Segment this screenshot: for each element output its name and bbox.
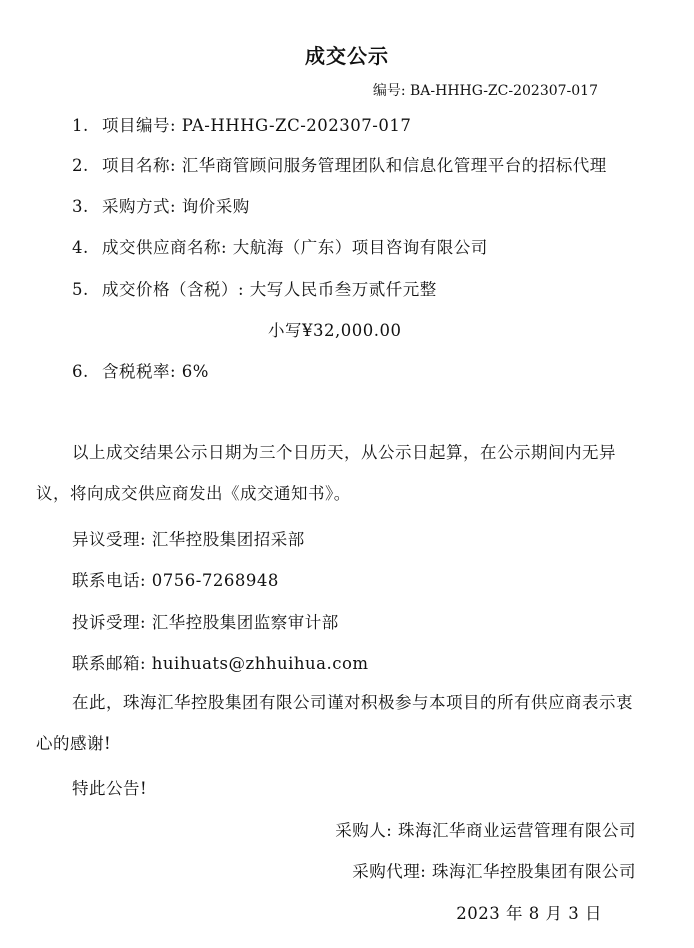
item-number: 4. [72, 238, 89, 257]
item-number: 2. [72, 156, 89, 175]
item-text: 采购方式: 询价采购 [102, 197, 250, 216]
document-date: 2023 年 8 月 3 日 [456, 904, 602, 923]
notice-paragraph: 以上成交结果公示日期为三个日历天，从公示日起算，在公示期间内无异议，将向成交供应商发出《成交通知书》。 [36, 443, 616, 503]
item-2 [72, 152, 607, 176]
item-number: 6. [72, 362, 89, 381]
item-text: 含税税率: 6% [102, 362, 209, 381]
page-title: 成交公示 [305, 44, 389, 68]
item-text: 项目名称: 汇华商管顾问服务管理团队和信息化管理平台的招标代理 [102, 156, 607, 175]
item-5 [72, 276, 437, 300]
item-number: 3. [72, 197, 89, 216]
item-text: 项目编号: PA-HHHG-ZC-202307-017 [102, 116, 412, 135]
closing-text: 特此公告! [72, 779, 148, 798]
purchase-agent: 采购代理: 珠海汇华控股集团有限公司 [352, 862, 636, 881]
item-number: 5. [72, 280, 89, 299]
purchaser: 采购人: 珠海汇华商业运营管理有限公司 [335, 821, 636, 840]
objection-contact: 异议受理: 汇华控股集团招采部 [72, 530, 305, 549]
item-text: 成交供应商名称: 大航海（广东）项目咨询有限公司 [102, 238, 488, 257]
item-1 [72, 112, 411, 136]
email-contact: 联系邮箱: huihuats@zhhuihua.com [72, 654, 369, 673]
item-4 [72, 234, 488, 258]
document-number: 编号: BA-HHHG-ZC-202307-017 [372, 83, 598, 99]
item-6 [72, 358, 209, 382]
item-3 [72, 193, 250, 217]
phone-contact: 联系电话: 0756-7268948 [72, 571, 279, 590]
thanks-paragraph: 在此，珠海汇华控股集团有限公司谨对积极参与本项目的所有供应商表示衷心的感谢! [36, 693, 633, 753]
item-number: 1. [72, 116, 89, 135]
price-lowercase: 小写¥32,000.00 [268, 321, 402, 340]
complaint-contact: 投诉受理: 汇华控股集团监察审计部 [72, 613, 339, 632]
item-text: 成交价格（含税）: 大写人民币叁万贰仟元整 [102, 280, 437, 299]
